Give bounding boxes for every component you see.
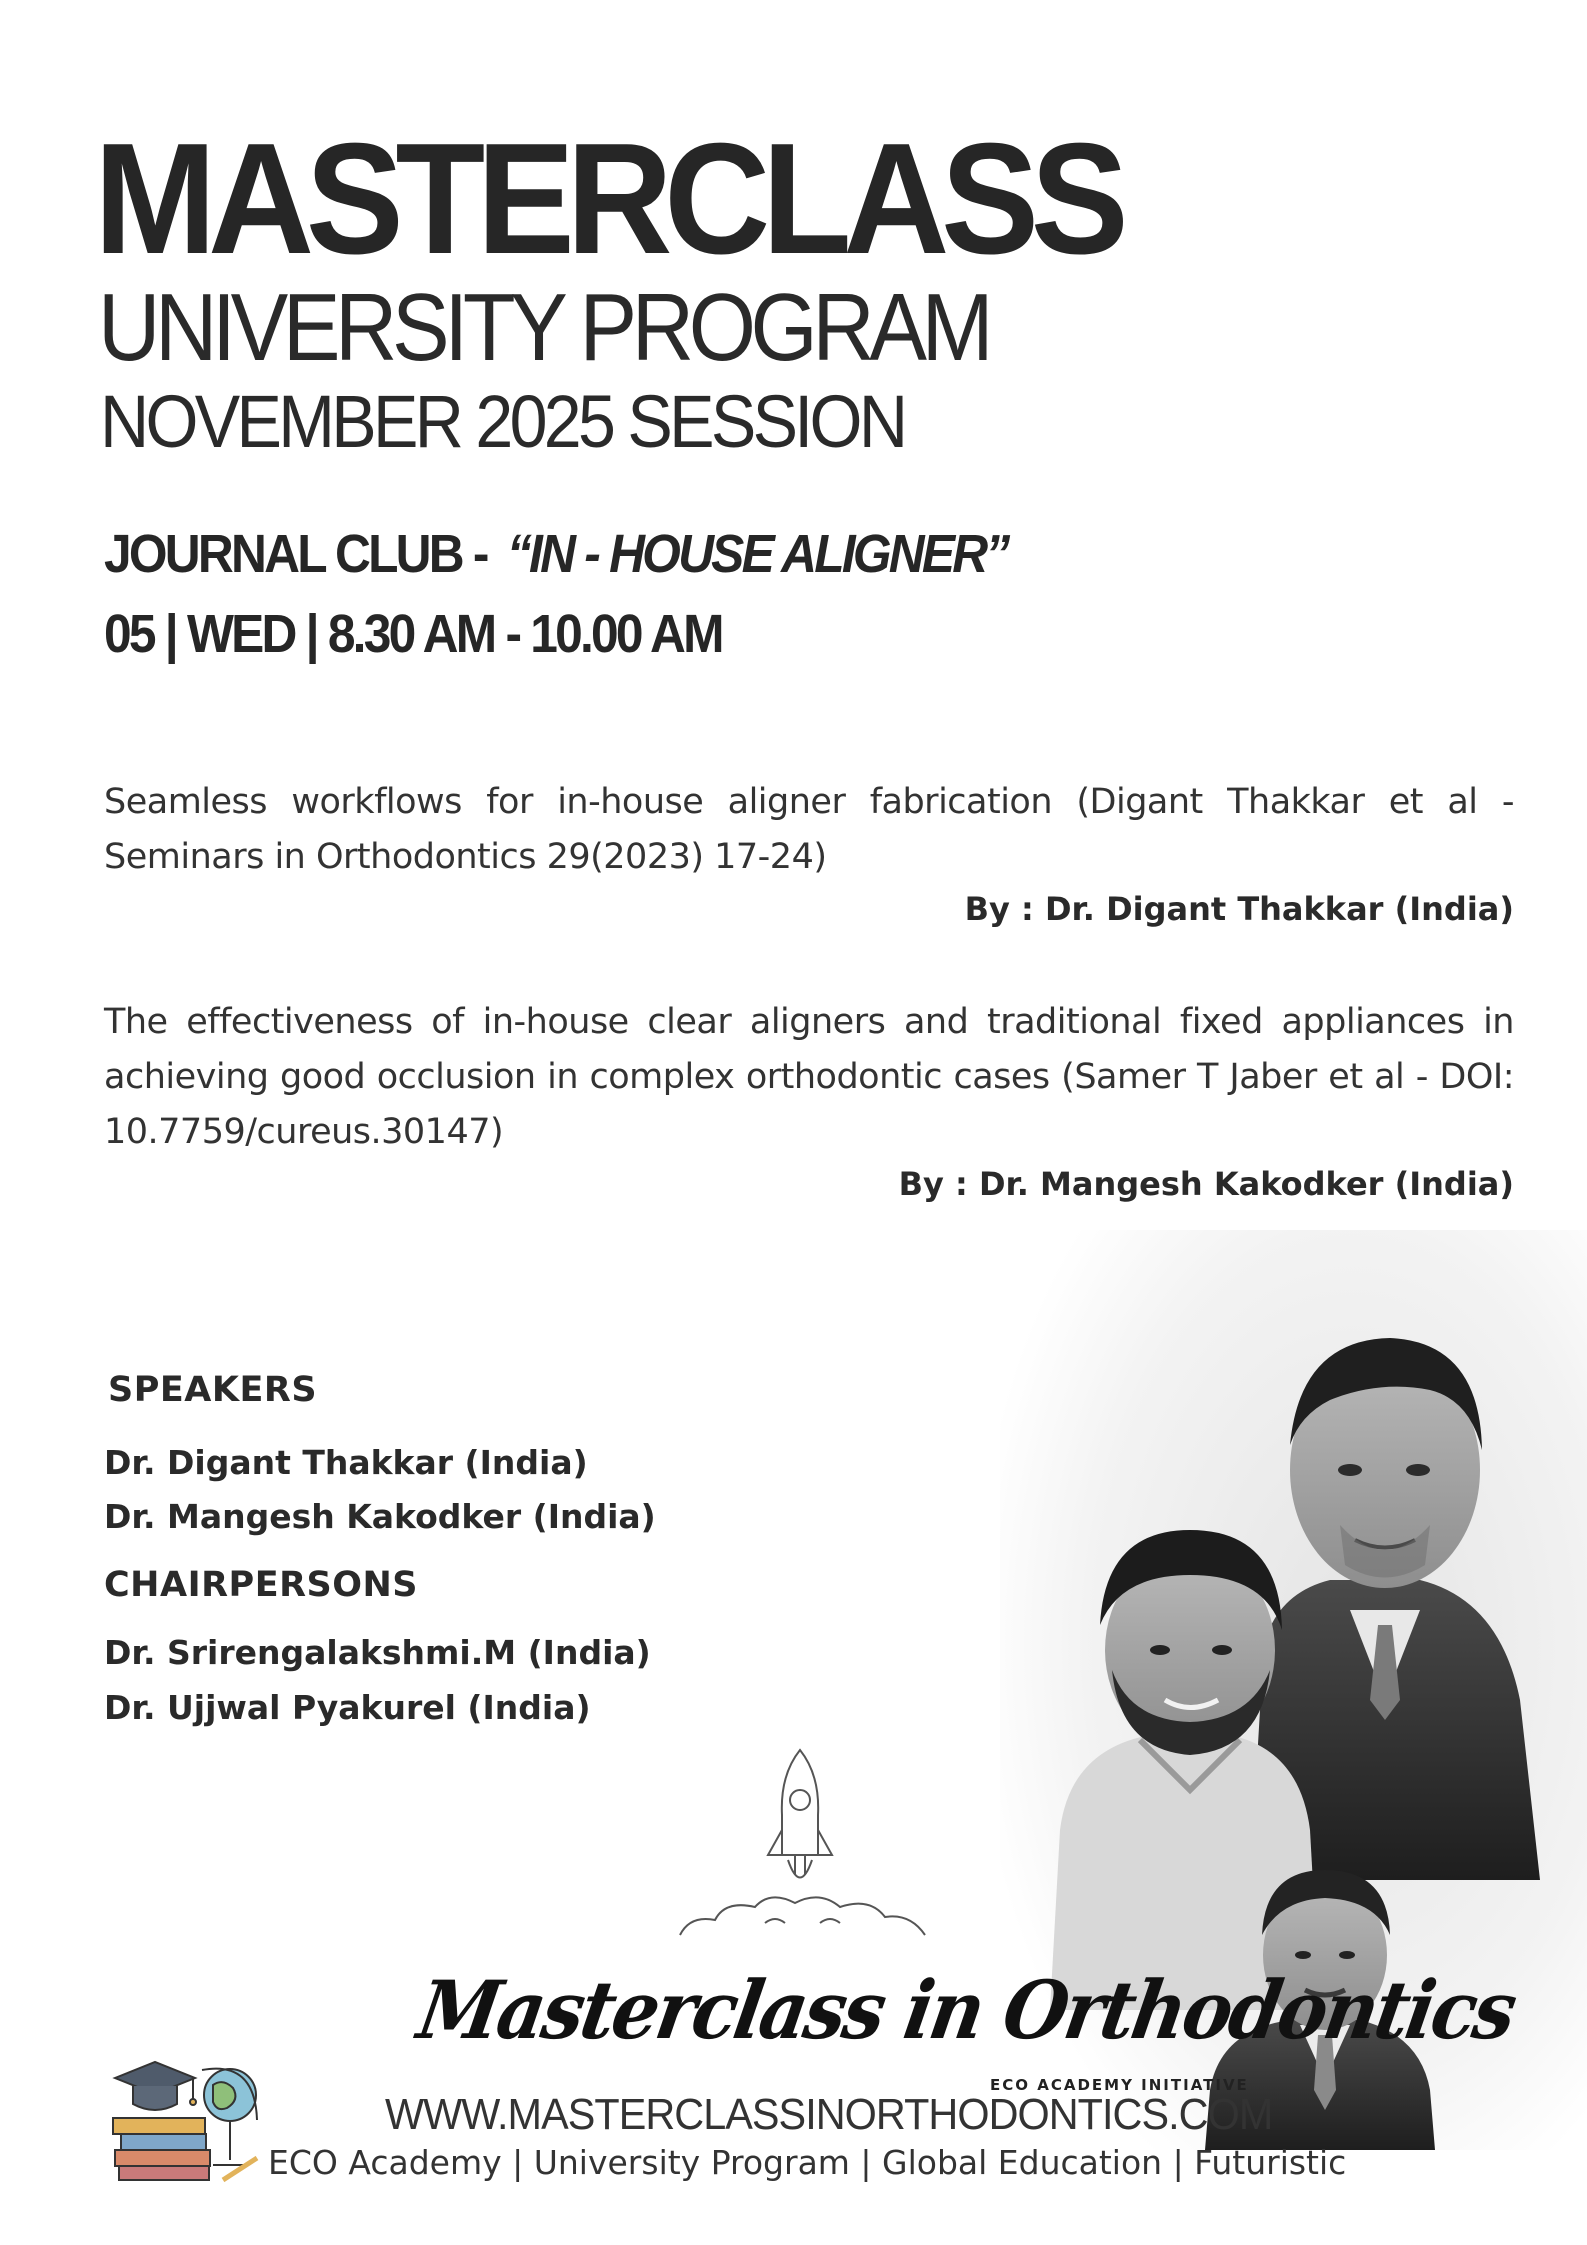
speaker-name: Dr. Mangesh Kakodker (India) — [104, 1497, 656, 1536]
paper-2-byline: By : Dr. Mangesh Kakodker (India) — [898, 1165, 1514, 1203]
masterclass-logo: Masterclass in Orthodontics — [411, 1963, 1521, 2057]
rocket-icon — [670, 1745, 950, 1950]
journal-club-schedule: 05 | WED | 8.30 AM - 10.00 AM — [104, 604, 722, 664]
graduation-cap-books-globe-icon — [105, 2040, 265, 2190]
paper-2-title: The effectiveness of in-house clear aligners and traditional fixed appliances in achieving good occlusion in complex orthodontic cases (Samer T Jaber et al - DOI: 10.7759/cureus.30147) — [104, 1002, 1514, 1152]
paper-1-byline: By : Dr. Digant Thakkar (India) — [964, 890, 1514, 928]
eco-academy-initiative: ECO ACADEMY INITIATIVE — [990, 2076, 1249, 2094]
speaker-name: Dr. Digant Thakkar (India) — [104, 1443, 588, 1482]
website-url[interactable]: WWW.MASTERCLASSINORTHODONTICS.COM — [385, 2090, 1273, 2139]
journal-club-heading — [104, 524, 1008, 584]
program-subtitle: UNIVERSITY PROGRAM — [98, 274, 989, 381]
footer-tagline: ECO Academy | University Program | Global Education | Futuristic — [268, 2143, 1347, 2182]
journal-club-label: JOURNAL CLUB - — [104, 524, 487, 584]
chairpersons-heading: CHAIRPERSONS — [104, 1565, 419, 1605]
chairperson-name: Dr. Srirengalakshmi.M (India) — [104, 1633, 651, 1672]
page-title: MASTERCLASS — [94, 111, 1121, 287]
paper-1-title: Seamless workflows for in-house aligner fabrication (Digant Thakkar et al - Seminars in Orthodontics 29(2023) 17-24) — [104, 782, 1514, 877]
speakers-heading: SPEAKERS — [108, 1370, 318, 1410]
session-label: NOVEMBER 2025 SESSION — [100, 380, 905, 463]
chairperson-name: Dr. Ujjwal Pyakurel (India) — [104, 1688, 591, 1727]
journal-club-topic: “IN - HOUSE ALIGNER” — [506, 524, 1008, 584]
